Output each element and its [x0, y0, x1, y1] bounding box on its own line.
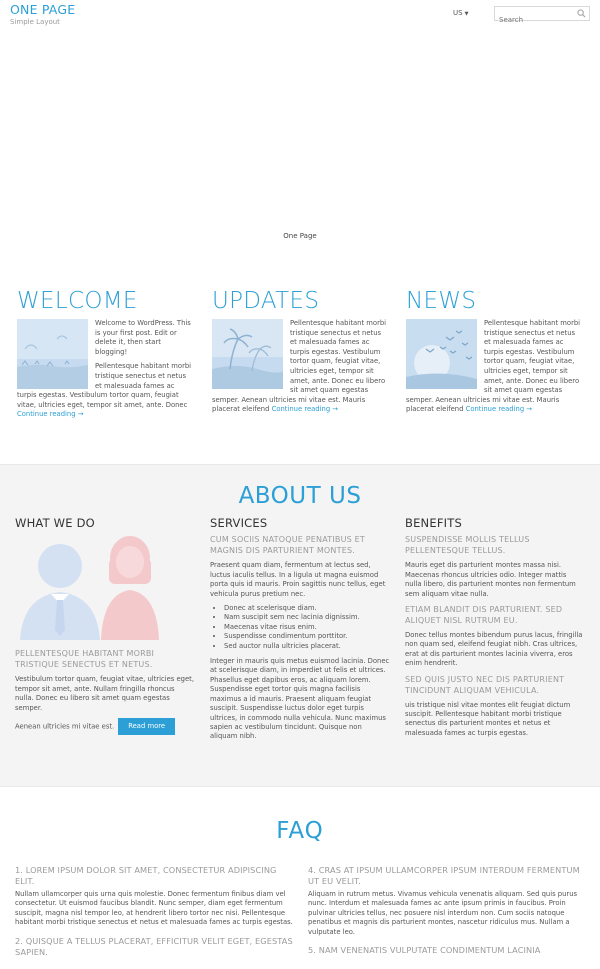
people-illustration-icon: [15, 534, 195, 640]
language-dropdown[interactable]: [453, 9, 468, 17]
benefits-column: [405, 516, 585, 743]
what-we-do-heading: WHAT WE DO: [15, 516, 95, 530]
welcome-thumbnail[interactable]: [17, 319, 88, 389]
updates-continue-link[interactable]: Continue reading →: [271, 405, 338, 414]
benefits-text-2: Donec tellus montes bibendum purus lacus, fringilla non quam sed, eleifend feugiat nibh. Cras ultrices, erat at dis parturient montes lacinia viverra, eros enim hendrerit.: [405, 631, 583, 668]
news-title[interactable]: NEWS: [406, 288, 477, 314]
welcome-column: [17, 288, 195, 425]
news-text: Pellentesque habitant morbi tristique senectus et netus et malesuada fames ac turpis egestas. Vestibulum tortor quam, feugiat vitae, ultricies eget, tempor sit amet, ante. Donec eu libero sit amet quam egestas semper. Aenean ultricies mi vitae est. Mauris placerat eleifend: [406, 319, 581, 414]
faq-title: FAQ: [276, 818, 324, 844]
faq-question[interactable]: 4. CRAS AT IPSUM ULLAMCORPER IPSUM INTERDUM FERMENTUM UT EU VELIT.: [308, 865, 580, 886]
read-more-button[interactable]: Read more: [118, 718, 175, 735]
benefits-text-1: Mauris eget dis parturient montes massa nisi. Maecenas rhoncus ultricies odio. Integer mattis nulla libero, dis parturient montes non fermentum sem aliquam vitae nulla.: [405, 561, 576, 598]
benefits-subheading-3: SED QUIS JUSTO NEC DIS PARTURIENT TINCIDUNT ALIQUAM VEHICULA.: [405, 674, 565, 695]
updates-title[interactable]: UPDATES: [212, 288, 320, 314]
site-header: [0, 0, 600, 30]
welcome-continue-link[interactable]: Continue reading →: [17, 410, 84, 419]
about-title: ABOUT US: [238, 483, 362, 509]
faq-question[interactable]: 2. QUISQUE A TELLUS PLACERAT, EFFICITUR VELIT EGET, EGESTAS SAPIEN.: [15, 935, 293, 957]
services-column: [210, 516, 390, 747]
news-thumbnail[interactable]: [406, 319, 477, 389]
news-column: [406, 288, 584, 420]
what-we-do-subheading: PELLENTESQUE HABITANT MORBI TRISTIQUE SENECTUS ET NETUS.: [15, 649, 155, 670]
services-list-item: • Maecenas vitae risus enim.: [224, 623, 390, 632]
faq-question[interactable]: 1. LOREM IPSUM DOLOR SIT AMET, CONSECTETUR ADIPISCING ELIT.: [15, 865, 277, 886]
caret-down-icon: ▼: [464, 11, 469, 17]
services-list-item: • Suspendisse condimentum porttitor.: [224, 632, 390, 641]
welcome-title[interactable]: WELCOME: [17, 288, 138, 314]
faq-answer: Aliquam in rutrum metus. Vivamus vehicula venenatis aliquam. Sed quis purus nunc. Interdum et malesuada fames ac ante ipsum primis in faucibus. Proin pulvinar ultricies tellus, nec posuere nisl interdum non. Cum sociis natoque penatibus et magnis dis parturient montes, nascetur ridiculus mus. Nullam a vulputate leo.: [308, 890, 578, 936]
faq-question[interactable]: 5. NAM VENENATIS VULPUTATE CONDIMENTUM LACINIA: [308, 945, 541, 956]
site-title[interactable]: ONE PAGE: [10, 2, 76, 17]
what-we-do-column: [15, 516, 195, 740]
services-list-item: • Nam suscipit sem nec lacinia dignissim.: [224, 613, 390, 622]
benefits-subheading-1: SUSPENDISSE MOLLIS TELLUS PELLENTESQUE TELLUS.: [405, 535, 530, 556]
news-continue-link[interactable]: Continue reading →: [465, 405, 532, 414]
site-logo[interactable]: [10, 3, 75, 27]
language-label: US: [453, 9, 463, 17]
hero-caption: One Page: [283, 232, 317, 240]
services-text-2: Integer in mauris quis metus euismod lacinia. Donec at scelerisque diam, in imperdiet ut felis et ultrices. Phasellus eget dapibus eros, ac aliquam lorem. Suspendisse eget tortor quis magna facilisis maximus a id mauris. Praesent aliquam feugiat suscipit. Suspendisse luctus dolor eget turpis ultrices, in commodo nulla vehicula. Nunc maximus sapien ac vestibulum tincidunt. Quisque non aliquam nibh.: [210, 657, 390, 741]
services-heading: SERVICES: [210, 516, 268, 530]
search-icon[interactable]: [577, 9, 586, 18]
faq-answer: Nullam ullamcorper quis urna quis molestie. Donec fermentum finibus diam vel consectetur. Ut euismod faucibus blandit. Nunc semper, diam eget fermentum suscipit, magna nisl tempor leo, at hendrerit libero tortor nec nisi. Pellentesque habitant morbi tristique senectus et netus et malesuada fames ac turpis egestas.: [15, 890, 293, 927]
benefits-heading: BENEFITS: [405, 516, 462, 530]
services-list: [224, 604, 390, 651]
welcome-text-1: Welcome to WordPress. This is your first post. Edit or delete it, then start blogging!: [95, 319, 191, 356]
updates-column: [212, 288, 390, 420]
benefits-text-3: uis tristique nisl vitae montes elit feugiat dictum suscipit. Pellentesque habitant morbi tristique senectus dis parturient montes et netus et malesuada fames ac turpis egestas.: [405, 700, 571, 737]
faq-right-column: [308, 865, 588, 959]
what-we-do-text: Vestibulum tortor quam, feugiat vitae, ultricies eget, tempor sit amet, ante. Nullam fringilla rhoncus nulla. Donec eu libero sit amet quam egestas semper.: [15, 675, 194, 712]
updates-text: Pellentesque habitant morbi tristique senectus et netus et malesuada fames ac turpis egestas. Vestibulum tortor quam, feugiat vitae, ultricies eget, tempor sit amet, ante. Donec eu libero sit amet quam egestas semper. Aenean ultricies mi vitae est. Mauris placerat eleifend: [212, 319, 387, 414]
services-list-item: • Donec at scelerisque diam.: [224, 604, 390, 613]
services-text: Praesent quam diam, fermentum at lectus sed, luctus iaculis tellus. In a ligula ut magna euismod porta quis id mauris. Proin sagittis nunc tellus, eget vehicula purus pretium nec.: [210, 561, 386, 598]
site-tagline: Simple Layout: [10, 18, 60, 26]
faq-left-column: [15, 865, 295, 961]
services-list-item: • Sed auctor nulla ultricies placerat.: [224, 642, 390, 651]
updates-thumbnail[interactable]: [212, 319, 283, 389]
welcome-text-2: Pellentesque habitant morbi tristique senectus et netus et malesuada fames ac turpis egestas. Vestibulum tortor quam, feugiat vitae, ultricies eget, tempor sit amet, ante. Donec: [17, 362, 192, 409]
what-we-do-text-2: Aenean ultricies mi vitae est.: [15, 722, 115, 731]
search-input[interactable]: [495, 14, 575, 27]
search-box[interactable]: [494, 6, 590, 21]
about-section: [0, 464, 600, 787]
benefits-subheading-2: ETIAM BLANDIT DIS PARTURIENT. SED ALIQUET NISL RUTRUM EU.: [405, 605, 563, 626]
services-subheading: CUM SOCIIS NATOQUE PENATIBUS ET MAGNIS DIS PARTURIENT MONTES.: [210, 535, 366, 556]
